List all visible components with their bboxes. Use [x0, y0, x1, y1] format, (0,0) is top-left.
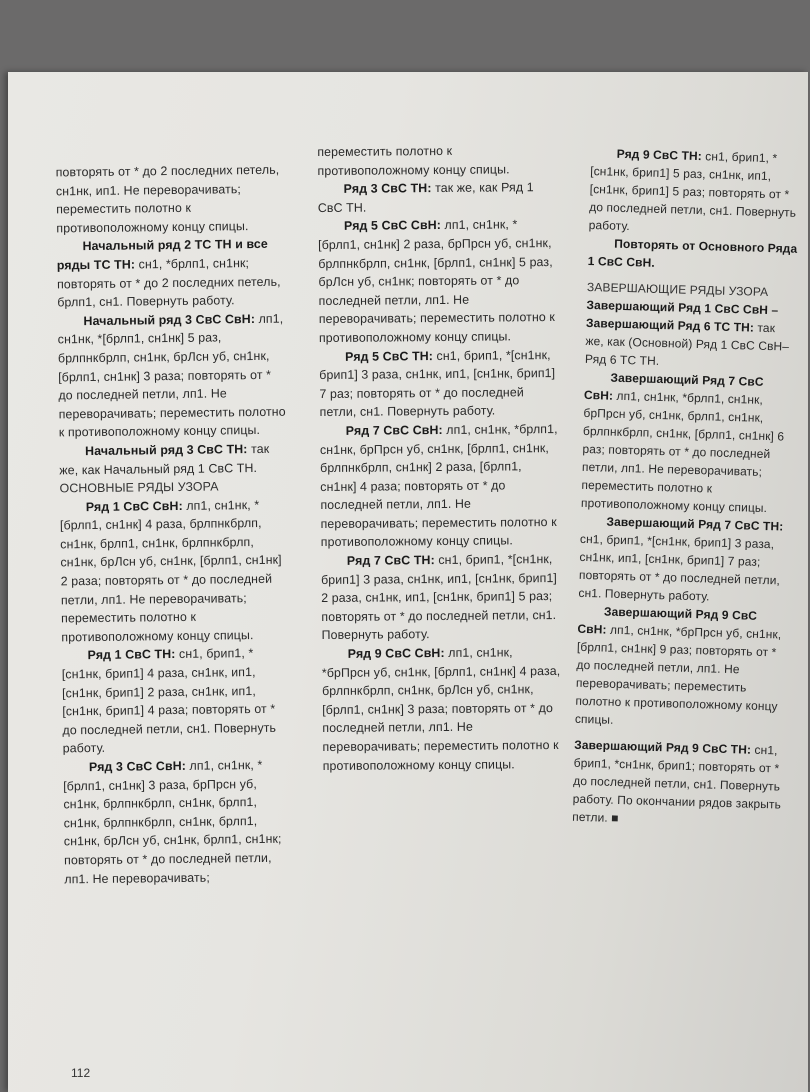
row-instruction: [318, 215, 559, 347]
row-text: сн1, брип1, *[сн1нк, брип1] 3 раза, сн1нк, ип1, [сн1нк, брип1] 2 раза, сн1нк, ип1, [сн1нк, брип1] 5 раз; повторять от * до последней петли, сн1. Повернуть работу.: [320, 552, 557, 643]
row-title: Начальный ряд 3 СвС ТН:: [85, 442, 248, 458]
row-text: лп1, сн1нк, *брлп1, сн1нк, брПрсн уб, сн1нк, [брлп1, сн1нк, брлпнкбрлп, сн1нк] 2 раза, [брлп1, сн1нк] 4 раза; повторять от * до последней петли, лп1. Не переворачивать; переместить полотно к противоположному концу спицы.: [319, 421, 558, 550]
text-column-left: [56, 161, 295, 889]
row-instruction: [60, 495, 292, 647]
row-instruction: [319, 345, 560, 421]
row-instruction: [581, 368, 795, 518]
instruction-paragraph: повторять от * до 2 последних петель, сн1нк, ип1. Не переворачивать; переместить полотно к противоположному концу спицы.: [55, 162, 280, 236]
row-instruction: [320, 420, 561, 552]
row-title: Завершающий Ряд 7 СвС СвН:: [583, 370, 764, 403]
row-title: Начальный ряд 3 СвС СвН:: [83, 311, 256, 328]
row-instruction: [321, 550, 562, 645]
text-column-middle: [317, 141, 563, 775]
row-text: сн1, брип1, *сн1нк, брип1; повторять от * до последней петли, сн1. Повернуть работу. По окончании рядов закрыть петли. ■: [572, 742, 782, 826]
section-heading: ЗАВЕРШАЮЩИЕ РЯДЫ УЗОРА: [586, 279, 769, 300]
book-page: [8, 72, 808, 1092]
text-column-right: [572, 144, 801, 832]
row-title: Ряд 5 СвС СвН:: [343, 218, 441, 234]
row-text: сн1, брип1, *[сн1нк, брип1] 4 раза, сн1нк, ип1, [сн1нк, брип1] 2 раза, сн1нк, ип1, [сн1нк, брип1] 4 раза; повторять от * до последней петли, сн1. Повернуть работу.: [61, 646, 277, 756]
row-text: лп1, сн1нк, *[брлп1, сн1нк] 3 раза, брПрсн уб, сн1нк, брлпнкбрлп, сн1нк, брлп1, сн1нк, брлпнкбрлп, сн1нк, брлп1, сн1нк, брЛсн уб, сн1нк, брлп1, сн1нк; повторять от * до последней петли, лп1. Не переворачивать;: [63, 757, 282, 886]
row-title: Ряд 3 СвС ТН:: [343, 181, 432, 197]
row-title: Ряд 5 СвС ТН:: [345, 348, 434, 364]
row-text: так же, как Ряд 1 СвС ТН.: [317, 180, 534, 215]
row-instruction: [588, 144, 800, 240]
row-instruction: [63, 756, 295, 889]
row-title: Начальный ряд 2 ТС ТН и все ряды ТС ТН:: [56, 237, 268, 273]
row-title: Ряд 7 СвС ТН:: [346, 553, 435, 568]
row-instruction: [56, 235, 287, 312]
instruction-bold: Повторять от Основного Ряда 1 СвС СвН.: [587, 236, 798, 270]
row-text: так же, как Начальный ряд 1 СвС ТН.: [59, 441, 270, 477]
row-title: Ряд 1 СвС ТН:: [87, 647, 176, 663]
row-text: сн1, брип1, *[сн1нк, брип1] 3 раза, сн1нк, ип1, [сн1нк, брип1] 7 раз; повторять от * до последней петли, сн1. Повернуть работу.: [578, 531, 781, 604]
row-title: Ряд 3 СвС СвН:: [88, 758, 187, 775]
row-title: Ряд 9 СвС СвН:: [347, 645, 445, 661]
row-text: сн1, брип1, *[сн1нк, брип1] 3 раза, сн1нк, ип1, [сн1нк, брип1] 7 раз; повторять от * до последней петли, сн1. Повернуть работу.: [319, 347, 556, 420]
row-title: Ряд 7 СвС СвН:: [345, 422, 443, 438]
row-instruction: [61, 644, 292, 758]
section-heading: ОСНОВНЫЕ РЯДЫ УЗОРА: [59, 479, 219, 496]
row-title: Ряд 1 СвС СвН:: [85, 498, 183, 514]
row-instruction: [572, 736, 784, 832]
row-text: лп1, сн1нк, *брПрсн уб, сн1нк, [брлп1, сн1нк] 9 раз; повторять от * до последней петли, лп1. Не переворачивать; переместить полотно к противоположному концу спицы.: [574, 622, 782, 727]
row-instruction: [585, 296, 797, 374]
row-instruction: [322, 643, 563, 775]
row-instruction: [318, 178, 558, 217]
row-title: Завершающий Ряд 9 СвС СвН:: [577, 604, 758, 637]
row-text: лп1, сн1нк, *брПрсн уб, сн1нк, [брлп1, сн1нк] 4 раза, брлпнкбрлп, сн1нк, брЛсн уб, сн1нк, [брлп1, сн1нк] 3 раза; повторять от * до последней петли, лп1. Не переворачивать; переместить полотно к противоположному концу спицы.: [321, 645, 561, 773]
row-instruction: [578, 512, 790, 608]
row-title: Завершающий Ряд 7 СвС ТН:: [606, 514, 784, 534]
row-instruction: [575, 602, 788, 734]
instruction-paragraph: переместить полотно к противоположному концу спицы.: [317, 143, 510, 178]
row-text: лп1, сн1нк, *брлп1, сн1нк, брПрсн уб, сн1нк, брлп1, сн1нк, брлпнкбрлп, сн1нк, [брлп1, сн1нк] 6 раз; повторять от * до последней петли, лп1. Не переворачивать; переместить полотно к противоположному концу спицы.: [580, 388, 785, 516]
row-title: Ряд 9 СвС ТН:: [616, 146, 703, 164]
row-text: лп1, сн1нк, *[брлп1, сн1нк] 2 раза, брПрсн уб, сн1нк, брлпнкбрлп, сн1нк, [брлп1, сн1нк] 5 раз, брЛсн уб, сн1нк; повторять от * до последней петли, лп1. Не переворачивать; переместить полотно к противоположному концу спицы.: [318, 217, 555, 345]
row-instruction: [57, 309, 289, 442]
row-text: так же, как (Основной) Ряд 1 СвС СвН–Ряд 6 ТС ТН.: [584, 320, 790, 368]
row-text: лп1, сн1нк, *[брлп1, сн1нк] 5 раз, брлпнкбрлп, сн1нк, брЛсн уб, сн1нк, [брлп1, сн1нк] 3 раза; повторять от * до последней петли, лп1. Не переворачивать; переместить полотно к противоположному концу спицы.: [57, 311, 286, 440]
row-title: Завершающий Ряд 1 СвС СвН – Завершающий Ряд 6 ТС ТН:: [585, 297, 779, 335]
row-text: сн1, *брлп1, сн1нк; повторять от * до 2 последних петель, брлп1, сн1. Повернуть работу.: [56, 256, 281, 310]
page-number: 112: [71, 1066, 91, 1080]
row-text: сн1, брип1, *[сн1нк, брип1] 5 раз, сн1нк, ип1, [сн1нк, брип1] 5 раз; повторять от * до последней петли, сн1. Повернуть работу.: [588, 149, 797, 234]
row-title: Завершающий Ряд 9 СвС ТН:: [574, 737, 752, 757]
row-instruction: [59, 440, 289, 480]
row-text: лп1, сн1нк, *[брлп1, сн1нк] 4 раза, брлпнкбрлп, сн1нк, брлп1, сн1нк, брлпнкбрлп, сн1нк, брЛсн уб, сн1нк, [брлп1, сн1нк] 2 раза; повторять от * до последней петли, лп1. Не переворачивать; переместить полотно к противоположному концу спицы.: [59, 497, 282, 645]
